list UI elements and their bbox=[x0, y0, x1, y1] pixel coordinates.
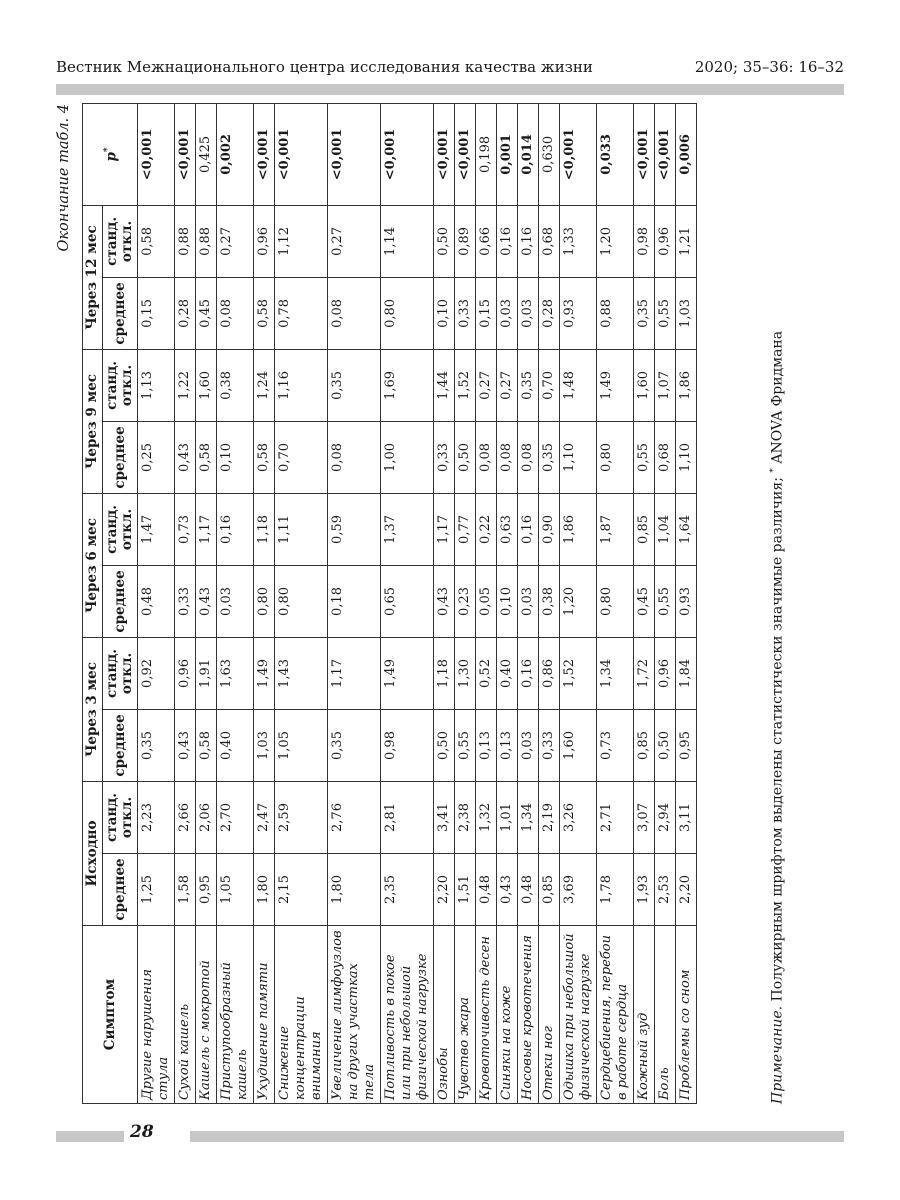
note-mark: * bbox=[769, 468, 779, 473]
symptom-cell: Кожный зуд bbox=[634, 926, 655, 1104]
sd-cell: 0,16 bbox=[497, 205, 518, 277]
p-value-cell: <0,001 bbox=[634, 103, 655, 205]
p-value-cell: <0,001 bbox=[655, 103, 676, 205]
sd-cell: 1,86 bbox=[676, 349, 697, 421]
sd-cell: 1,33 bbox=[560, 205, 597, 277]
mean-cell: 0,08 bbox=[497, 421, 518, 493]
mean-cell: 0,55 bbox=[655, 277, 676, 349]
mean-cell: 0,80 bbox=[254, 565, 275, 637]
mean-cell: 0,65 bbox=[381, 565, 434, 637]
mean-cell: 0,10 bbox=[497, 565, 518, 637]
sd-cell: 2,47 bbox=[254, 781, 275, 853]
symptom-cell: Другие нарушения стула bbox=[138, 926, 175, 1104]
mean-cell: 0,48 bbox=[518, 854, 539, 926]
sd-cell: 0,89 bbox=[455, 205, 476, 277]
symptom-cell: Одышка при небольшой физической нагрузке bbox=[560, 926, 597, 1104]
footer-rule-left bbox=[56, 1131, 124, 1142]
table-row bbox=[634, 103, 655, 1103]
sd-cell: 1,63 bbox=[217, 637, 254, 709]
table-row bbox=[254, 103, 275, 1103]
mean-cell: 0,95 bbox=[676, 709, 697, 781]
table-row bbox=[175, 103, 196, 1103]
mean-cell: 0,48 bbox=[476, 854, 497, 926]
running-header bbox=[56, 58, 844, 82]
mean-cell: 0,50 bbox=[455, 421, 476, 493]
sd-cell: 2,23 bbox=[138, 781, 175, 853]
sd-cell: 0,16 bbox=[217, 493, 254, 565]
sd-cell: 1,49 bbox=[381, 637, 434, 709]
mean-cell: 0,80 bbox=[597, 565, 634, 637]
table-row bbox=[655, 103, 676, 1103]
sd-cell: 0,40 bbox=[497, 637, 518, 709]
sd-cell: 0,16 bbox=[518, 637, 539, 709]
mean-cell: 0,18 bbox=[328, 565, 381, 637]
sd-cell: 1,60 bbox=[196, 349, 217, 421]
mean-cell: 0,03 bbox=[518, 565, 539, 637]
sd-cell: 1,13 bbox=[138, 349, 175, 421]
table-row bbox=[560, 103, 597, 1103]
mean-cell: 0,05 bbox=[476, 565, 497, 637]
sd-cell: 0,35 bbox=[328, 349, 381, 421]
sd-cell: 1,32 bbox=[476, 781, 497, 853]
mean-cell: 0,13 bbox=[476, 709, 497, 781]
sd-cell: 1,52 bbox=[560, 637, 597, 709]
mean-cell: 0,43 bbox=[196, 565, 217, 637]
table-row bbox=[476, 103, 497, 1103]
table-header-row-1 bbox=[83, 103, 103, 1103]
mean-header: среднее bbox=[103, 854, 138, 926]
sd-cell: 2,06 bbox=[196, 781, 217, 853]
sd-cell: 2,70 bbox=[217, 781, 254, 853]
mean-cell: 0,95 bbox=[196, 854, 217, 926]
mean-cell: 0,43 bbox=[175, 421, 196, 493]
symptom-cell: Сердцебиения, перебои в работе сердца bbox=[597, 926, 634, 1104]
sd-cell: 1,04 bbox=[655, 493, 676, 565]
table-row bbox=[676, 103, 697, 1103]
sd-cell: 0,16 bbox=[518, 493, 539, 565]
mean-cell: 0,58 bbox=[196, 709, 217, 781]
p-symbol: p bbox=[103, 152, 120, 162]
sd-cell: 0,98 bbox=[634, 205, 655, 277]
table-row bbox=[539, 103, 560, 1103]
p-value-cell: 0,006 bbox=[676, 103, 697, 205]
sd-cell: 1,86 bbox=[560, 493, 597, 565]
group-header: Исходно bbox=[83, 781, 103, 925]
mean-cell: 0,55 bbox=[455, 709, 476, 781]
mean-cell: 0,70 bbox=[275, 421, 328, 493]
sd-header: станд. откл. bbox=[103, 205, 138, 277]
mean-cell: 0,50 bbox=[655, 709, 676, 781]
sd-cell: 1,84 bbox=[676, 637, 697, 709]
sd-cell: 3,26 bbox=[560, 781, 597, 853]
mean-cell: 0,58 bbox=[254, 277, 275, 349]
symptom-header: Симптом bbox=[83, 926, 138, 1104]
table-row bbox=[196, 103, 217, 1103]
table-row bbox=[217, 103, 254, 1103]
mean-cell: 0,33 bbox=[434, 421, 455, 493]
p-value-cell: 0,198 bbox=[476, 103, 497, 205]
table-note bbox=[764, 104, 788, 1104]
mean-cell: 2,35 bbox=[381, 854, 434, 926]
sd-cell: 0,96 bbox=[254, 205, 275, 277]
sd-cell: 0,77 bbox=[455, 493, 476, 565]
symptom-cell: Отеки ног bbox=[539, 926, 560, 1104]
mean-cell: 0,73 bbox=[597, 709, 634, 781]
mean-cell: 0,33 bbox=[175, 565, 196, 637]
sd-cell: 1,01 bbox=[497, 781, 518, 853]
p-value-cell: 0,002 bbox=[217, 103, 254, 205]
mean-cell: 0,08 bbox=[328, 277, 381, 349]
mean-cell: 1,05 bbox=[275, 709, 328, 781]
page-number: 28 bbox=[130, 1122, 154, 1142]
mean-cell: 1,80 bbox=[328, 854, 381, 926]
table-row bbox=[381, 103, 434, 1103]
mean-cell: 0,88 bbox=[597, 277, 634, 349]
p-value-cell: <0,001 bbox=[455, 103, 476, 205]
mean-cell: 1,00 bbox=[381, 421, 434, 493]
symptom-cell: Снижение концентрации внимания bbox=[275, 926, 328, 1104]
table-row bbox=[275, 103, 328, 1103]
sd-header: станд. откл. bbox=[103, 493, 138, 565]
sd-cell: 1,52 bbox=[455, 349, 476, 421]
sd-cell: 1,49 bbox=[254, 637, 275, 709]
mean-cell: 0,48 bbox=[138, 565, 175, 637]
sd-cell: 0,86 bbox=[539, 637, 560, 709]
mean-header: среднее bbox=[103, 421, 138, 493]
p-value-cell: <0,001 bbox=[254, 103, 275, 205]
symptom-cell: Увеличение лимфоузлов на других участках тела bbox=[328, 926, 381, 1104]
journal-title: Вестник Межнационального центра исследования качества жизни bbox=[56, 58, 593, 76]
symptom-cell: Боль bbox=[655, 926, 676, 1104]
mean-cell: 0,33 bbox=[455, 277, 476, 349]
mean-cell: 0,10 bbox=[217, 421, 254, 493]
mean-cell: 0,85 bbox=[634, 709, 655, 781]
sd-cell: 2,66 bbox=[175, 781, 196, 853]
sd-cell: 0,27 bbox=[217, 205, 254, 277]
sd-cell: 1,16 bbox=[275, 349, 328, 421]
mean-header: среднее bbox=[103, 565, 138, 637]
sd-cell: 0,27 bbox=[476, 349, 497, 421]
sd-cell: 0,96 bbox=[175, 637, 196, 709]
sd-cell: 2,19 bbox=[539, 781, 560, 853]
mean-cell: 0,43 bbox=[497, 854, 518, 926]
table-row bbox=[138, 103, 175, 1103]
sd-cell: 0,38 bbox=[217, 349, 254, 421]
sd-cell: 0,68 bbox=[539, 205, 560, 277]
mean-cell: 2,20 bbox=[676, 854, 697, 926]
sd-cell: 2,38 bbox=[455, 781, 476, 853]
sd-cell: 0,92 bbox=[138, 637, 175, 709]
sd-cell: 1,17 bbox=[434, 493, 455, 565]
sd-cell: 0,35 bbox=[518, 349, 539, 421]
mean-cell: 0,85 bbox=[539, 854, 560, 926]
sd-cell: 0,73 bbox=[175, 493, 196, 565]
mean-cell: 0,13 bbox=[497, 709, 518, 781]
symptom-cell: Синяки на коже bbox=[497, 926, 518, 1104]
mean-cell: 0,35 bbox=[138, 709, 175, 781]
mean-cell: 0,45 bbox=[196, 277, 217, 349]
mean-cell: 0,33 bbox=[539, 709, 560, 781]
p-value-cell: <0,001 bbox=[381, 103, 434, 205]
group-header: Через 6 мес bbox=[83, 493, 103, 637]
sd-cell: 2,71 bbox=[597, 781, 634, 853]
mean-cell: 0,28 bbox=[175, 277, 196, 349]
mean-cell: 0,43 bbox=[434, 565, 455, 637]
sd-cell: 0,22 bbox=[476, 493, 497, 565]
header-rule bbox=[56, 84, 844, 95]
symptom-table bbox=[82, 103, 697, 1104]
symptom-cell: Носовые кровотечения bbox=[518, 926, 539, 1104]
mean-cell: 0,43 bbox=[175, 709, 196, 781]
mean-cell: 0,23 bbox=[455, 565, 476, 637]
symptom-cell: Чувство жара bbox=[455, 926, 476, 1104]
symptom-cell: Ухудшение памяти bbox=[254, 926, 275, 1104]
mean-header: среднее bbox=[103, 709, 138, 781]
sd-cell: 1,69 bbox=[381, 349, 434, 421]
sd-cell: 0,88 bbox=[175, 205, 196, 277]
sd-cell: 1,37 bbox=[381, 493, 434, 565]
sd-cell: 1,30 bbox=[455, 637, 476, 709]
symptom-cell: Ознобы bbox=[434, 926, 455, 1104]
mean-cell: 0,08 bbox=[518, 421, 539, 493]
mean-cell: 0,78 bbox=[275, 277, 328, 349]
sd-cell: 1,22 bbox=[175, 349, 196, 421]
sd-cell: 0,16 bbox=[518, 205, 539, 277]
mean-cell: 0,08 bbox=[476, 421, 497, 493]
table-row bbox=[455, 103, 476, 1103]
sd-cell: 1,60 bbox=[634, 349, 655, 421]
issue-info: 2020; 35–36: 16–32 bbox=[694, 58, 844, 76]
sd-cell: 2,59 bbox=[275, 781, 328, 853]
mean-cell: 1,78 bbox=[597, 854, 634, 926]
note-label: Примечание. bbox=[769, 1005, 786, 1104]
mean-cell: 1,10 bbox=[676, 421, 697, 493]
mean-cell: 0,08 bbox=[217, 277, 254, 349]
table-row bbox=[497, 103, 518, 1103]
sd-cell: 0,96 bbox=[655, 637, 676, 709]
mean-cell: 0,08 bbox=[328, 421, 381, 493]
mean-cell: 0,40 bbox=[217, 709, 254, 781]
mean-cell: 1,80 bbox=[254, 854, 275, 926]
p-value-cell: <0,001 bbox=[175, 103, 196, 205]
mean-cell: 1,05 bbox=[217, 854, 254, 926]
mean-cell: 0,03 bbox=[497, 277, 518, 349]
mean-cell: 0,98 bbox=[381, 709, 434, 781]
sd-cell: 1,43 bbox=[275, 637, 328, 709]
mean-cell: 0,55 bbox=[634, 421, 655, 493]
sd-cell: 0,96 bbox=[655, 205, 676, 277]
mean-cell: 0,45 bbox=[634, 565, 655, 637]
mean-cell: 1,51 bbox=[455, 854, 476, 926]
mean-cell: 1,25 bbox=[138, 854, 175, 926]
sd-cell: 3,41 bbox=[434, 781, 455, 853]
mean-cell: 1,20 bbox=[560, 565, 597, 637]
group-header: Через 3 мес bbox=[83, 637, 103, 781]
p-value-cell: 0,014 bbox=[518, 103, 539, 205]
note-text: Полужирным шрифтом выделены статистически значимые различия; bbox=[769, 472, 786, 1006]
mean-cell: 2,20 bbox=[434, 854, 455, 926]
mean-cell: 2,15 bbox=[275, 854, 328, 926]
mean-cell: 0,28 bbox=[539, 277, 560, 349]
mean-cell: 0,93 bbox=[676, 565, 697, 637]
mean-cell: 1,58 bbox=[175, 854, 196, 926]
mean-cell: 0,35 bbox=[328, 709, 381, 781]
symptom-cell: Проблемы со сном bbox=[676, 926, 697, 1104]
mean-cell: 1,10 bbox=[560, 421, 597, 493]
sd-cell: 1,12 bbox=[275, 205, 328, 277]
mean-cell: 0,80 bbox=[381, 277, 434, 349]
mean-cell: 1,03 bbox=[676, 277, 697, 349]
mean-cell: 0,50 bbox=[434, 709, 455, 781]
sd-cell: 2,81 bbox=[381, 781, 434, 853]
sd-cell: 1,87 bbox=[597, 493, 634, 565]
sd-cell: 1,17 bbox=[196, 493, 217, 565]
sd-cell: 1,07 bbox=[655, 349, 676, 421]
p-value-cell: <0,001 bbox=[434, 103, 455, 205]
sd-cell: 0,58 bbox=[138, 205, 175, 277]
sd-cell: 1,24 bbox=[254, 349, 275, 421]
sd-cell: 1,91 bbox=[196, 637, 217, 709]
p-value-cell: <0,001 bbox=[138, 103, 175, 205]
sd-cell: 1,11 bbox=[275, 493, 328, 565]
p-value-header bbox=[83, 103, 138, 205]
sd-cell: 0,27 bbox=[328, 205, 381, 277]
table-body bbox=[138, 103, 697, 1103]
rotated-table-block bbox=[52, 104, 852, 1104]
sd-header: станд. откл. bbox=[103, 781, 138, 853]
mean-cell: 0,15 bbox=[476, 277, 497, 349]
symptom-cell: Кашель с мокротой bbox=[196, 926, 217, 1104]
mean-cell: 3,69 bbox=[560, 854, 597, 926]
sd-cell: 0,63 bbox=[497, 493, 518, 565]
sd-cell: 1,18 bbox=[434, 637, 455, 709]
p-value-cell: 0,425 bbox=[196, 103, 217, 205]
note-tail: ANOVA Фридмана bbox=[769, 330, 786, 469]
mean-cell: 0,80 bbox=[275, 565, 328, 637]
group-header: Через 12 мес bbox=[83, 205, 103, 349]
sd-cell: 1,47 bbox=[138, 493, 175, 565]
sd-cell: 3,07 bbox=[634, 781, 655, 853]
sd-cell: 1,72 bbox=[634, 637, 655, 709]
sd-cell: 2,94 bbox=[655, 781, 676, 853]
symptom-cell: Сухой кашель bbox=[175, 926, 196, 1104]
p-footnote-mark: * bbox=[102, 147, 113, 153]
sd-cell: 0,90 bbox=[539, 493, 560, 565]
mean-cell: 0,58 bbox=[196, 421, 217, 493]
sd-cell: 0,59 bbox=[328, 493, 381, 565]
sd-cell: 2,76 bbox=[328, 781, 381, 853]
sd-cell: 0,27 bbox=[497, 349, 518, 421]
sd-cell: 0,88 bbox=[196, 205, 217, 277]
sd-cell: 0,50 bbox=[434, 205, 455, 277]
sd-cell: 1,17 bbox=[328, 637, 381, 709]
mean-cell: 0,80 bbox=[597, 421, 634, 493]
symptom-cell: Потливость в покое или при небольшой физической нагрузке bbox=[381, 926, 434, 1104]
mean-cell: 0,55 bbox=[655, 565, 676, 637]
sd-cell: 1,48 bbox=[560, 349, 597, 421]
sd-cell: 1,44 bbox=[434, 349, 455, 421]
footer-rule-right bbox=[190, 1131, 844, 1142]
symptom-cell: Кровоточивость десен bbox=[476, 926, 497, 1104]
sd-cell: 1,64 bbox=[676, 493, 697, 565]
sd-cell: 3,11 bbox=[676, 781, 697, 853]
mean-cell: 0,38 bbox=[539, 565, 560, 637]
mean-cell: 1,93 bbox=[634, 854, 655, 926]
p-value-cell: 0,033 bbox=[597, 103, 634, 205]
sd-cell: 1,21 bbox=[676, 205, 697, 277]
sd-cell: 1,18 bbox=[254, 493, 275, 565]
mean-cell: 2,53 bbox=[655, 854, 676, 926]
table-row bbox=[434, 103, 455, 1103]
sd-cell: 0,66 bbox=[476, 205, 497, 277]
sd-cell: 1,34 bbox=[518, 781, 539, 853]
table-row bbox=[597, 103, 634, 1103]
sd-cell: 0,85 bbox=[634, 493, 655, 565]
p-value-cell: 0,001 bbox=[497, 103, 518, 205]
mean-cell: 0,03 bbox=[518, 277, 539, 349]
table-continuation-label: Окончание табл. 4 bbox=[56, 104, 72, 252]
mean-cell: 0,35 bbox=[634, 277, 655, 349]
p-value-cell: <0,001 bbox=[275, 103, 328, 205]
p-value-cell: <0,001 bbox=[328, 103, 381, 205]
sd-cell: 0,70 bbox=[539, 349, 560, 421]
table-row bbox=[518, 103, 539, 1103]
mean-cell: 0,93 bbox=[560, 277, 597, 349]
p-value-cell: <0,001 bbox=[560, 103, 597, 205]
mean-cell: 0,68 bbox=[655, 421, 676, 493]
mean-cell: 0,35 bbox=[539, 421, 560, 493]
symptom-cell: Приступообразный кашель bbox=[217, 926, 254, 1104]
sd-cell: 1,14 bbox=[381, 205, 434, 277]
sd-header: станд. откл. bbox=[103, 637, 138, 709]
sd-cell: 1,49 bbox=[597, 349, 634, 421]
mean-cell: 0,10 bbox=[434, 277, 455, 349]
sd-cell: 1,20 bbox=[597, 205, 634, 277]
mean-cell: 0,03 bbox=[518, 709, 539, 781]
sd-cell: 0,52 bbox=[476, 637, 497, 709]
mean-header: среднее bbox=[103, 277, 138, 349]
mean-cell: 0,25 bbox=[138, 421, 175, 493]
group-header: Через 9 мес bbox=[83, 349, 103, 493]
sd-header: станд. откл. bbox=[103, 349, 138, 421]
p-value-cell: 0,630 bbox=[539, 103, 560, 205]
mean-cell: 1,03 bbox=[254, 709, 275, 781]
sd-cell: 1,34 bbox=[597, 637, 634, 709]
mean-cell: 1,60 bbox=[560, 709, 597, 781]
table-row bbox=[328, 103, 381, 1103]
mean-cell: 0,58 bbox=[254, 421, 275, 493]
mean-cell: 0,15 bbox=[138, 277, 175, 349]
mean-cell: 0,03 bbox=[217, 565, 254, 637]
